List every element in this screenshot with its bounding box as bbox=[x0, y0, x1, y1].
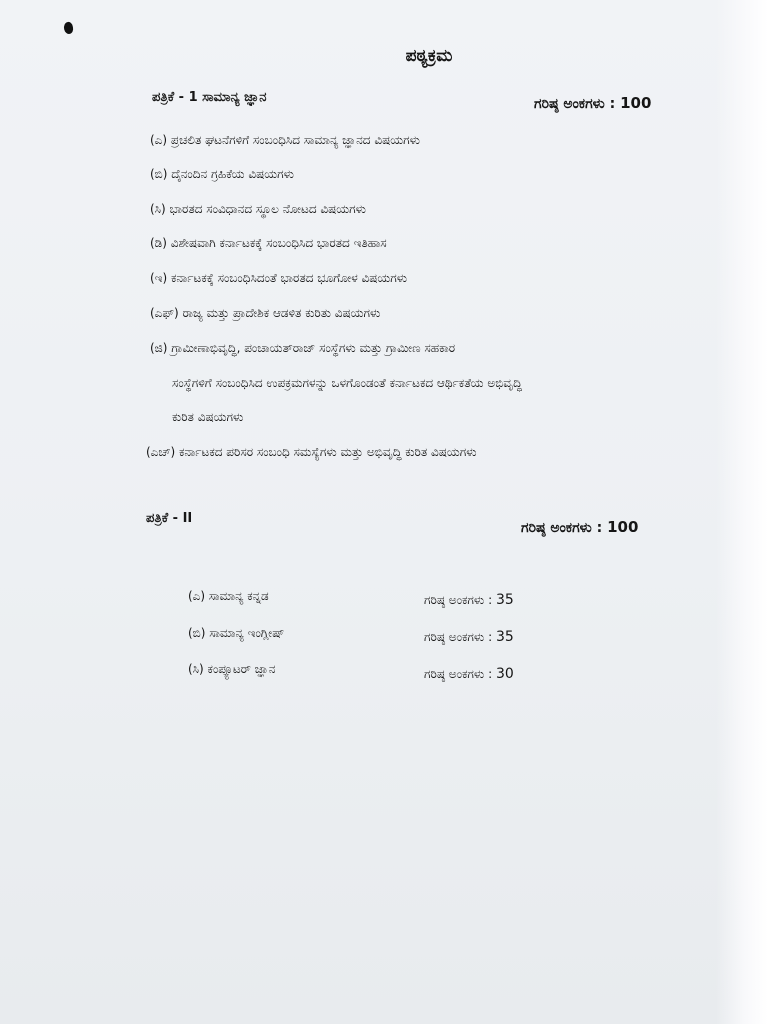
paper2-subject-a: (ಎ) ಸಾಮಾನ್ಯ ಕನ್ನಡ bbox=[188, 589, 269, 603]
paper2-subject-a-marks-value: 35 bbox=[495, 592, 514, 608]
paper1-item-a: (ಎ) ಪ್ರಚಲಿತ ಘಟನೆಗಳಿಗೆ ಸಂಬಂಧಿಸಿದ ಸಾಮಾನ್ಯ ಜ್ಞಾನದ ವಿಷಯಗಳು bbox=[150, 133, 420, 147]
paper1-marks-label: ಗರಿಷ್ಠ ಅಂಕಗಳು : bbox=[534, 96, 616, 112]
paper2-subject-b-marks-value: 35 bbox=[495, 629, 514, 645]
paper1-item-h: (ಎಚ್) ಕರ್ನಾಟಕದ ಪರಿಸರ ಸಂಬಂಧಿ ಸಮಸ್ಯೆಗಳು ಮತ್ತು ಅಭಿವೃದ್ಧಿ ಕುರಿತ ವಿಷಯಗಳು bbox=[146, 445, 477, 459]
paper2-title: ಪತ್ರಿಕೆ - II bbox=[146, 511, 193, 526]
paper1-max-marks bbox=[534, 94, 651, 112]
paper1-item-g: (ಜಿ) ಗ್ರಾಮೀಣಾಭಿವೃದ್ಧಿ, ಪಂಚಾಯತ್‌ರಾಜ್ ಸಂಸ್ಥೆಗಳು ಮತ್ತು ಗ್ರಾಮೀಣ ಸಹಕಾರ bbox=[150, 341, 456, 355]
paper1-item-b: (ಬಿ) ದೈನಂದಿನ ಗ್ರಹಿಕೆಯ ವಿಷಯಗಳು bbox=[150, 167, 294, 181]
paper2-marks-value: 100 bbox=[607, 518, 639, 536]
paper2-max-marks bbox=[521, 518, 638, 536]
paper2-subject-b-marks bbox=[424, 629, 514, 645]
page-edge-shade bbox=[716, 0, 768, 1024]
paper2-subject-c-marks bbox=[424, 666, 514, 682]
paper2-subject-c: (ಸಿ) ಕಂಪ್ಯೂಟರ್ ಜ್ಞಾನ bbox=[188, 662, 276, 676]
paper1-item-f: (ಎಫ್) ರಾಜ್ಯ ಮತ್ತು ಪ್ರಾದೇಶಿಕ ಆಡಳಿತ ಕುರಿತು ವಿಷಯಗಳು bbox=[150, 306, 381, 320]
punch-hole-mark bbox=[63, 21, 74, 35]
paper1-item-d: (ಡಿ) ವಿಶೇಷವಾಗಿ ಕರ್ನಾಟಕಕ್ಕೆ ಸಂಬಂಧಿಸಿದ ಭಾರತದ ಇತಿಹಾಸ bbox=[150, 236, 387, 250]
page-heading: ಪಠ್ಯಕ್ರಮ bbox=[405, 46, 453, 66]
paper2-subject-a-marks-label: ಗರಿಷ್ಠ ಅಂಕಗಳು : bbox=[424, 593, 493, 607]
paper1-title: ಪತ್ರಿಕೆ - 1 ಸಾಮಾನ್ಯ ಜ್ಞಾನ bbox=[152, 90, 267, 105]
paper1-item-c: (ಸಿ) ಭಾರತದ ಸಂವಿಧಾನದ ಸ್ಥೂಲ ನೋಟದ ವಿಷಯಗಳು bbox=[150, 202, 366, 216]
paper2-subject-b-marks-label: ಗರಿಷ್ಠ ಅಂಕಗಳು : bbox=[424, 630, 493, 644]
paper2-subject-c-marks-value: 30 bbox=[495, 666, 514, 682]
paper1-item-e: (ಇ) ಕರ್ನಾಟಕಕ್ಕೆ ಸಂಬಂಧಿಸಿದಂತೆ ಭಾರತದ ಭೂಗೋಳ ವಿಷಯಗಳು bbox=[150, 271, 408, 285]
paper2-marks-label: ಗರಿಷ್ಠ ಅಂಕಗಳು : bbox=[521, 520, 603, 536]
paper1-item-g-cont2: ಕುರಿತ ವಿಷಯಗಳು bbox=[172, 410, 244, 424]
paper2-subject-c-marks-label: ಗರಿಷ್ಠ ಅಂಕಗಳು : bbox=[424, 667, 493, 681]
paper2-subject-b: (ಬಿ) ಸಾಮಾನ್ಯ ಇಂಗ್ಲೀಷ್ bbox=[188, 626, 285, 640]
paper1-marks-value: 100 bbox=[620, 94, 652, 112]
paper1-item-g-cont1: ಸಂಸ್ಥೆಗಳಿಗೆ ಸಂಬಂಧಿಸಿದ ಉಪಕ್ರಮಗಳನ್ನು ಒಳಗೊಂಡಂತೆ ಕರ್ನಾಟಕದ ಆರ್ಥಿಕತೆಯ ಅಭಿವೃದ್ಧಿ bbox=[172, 376, 522, 390]
paper2-subject-a-marks bbox=[424, 592, 514, 608]
